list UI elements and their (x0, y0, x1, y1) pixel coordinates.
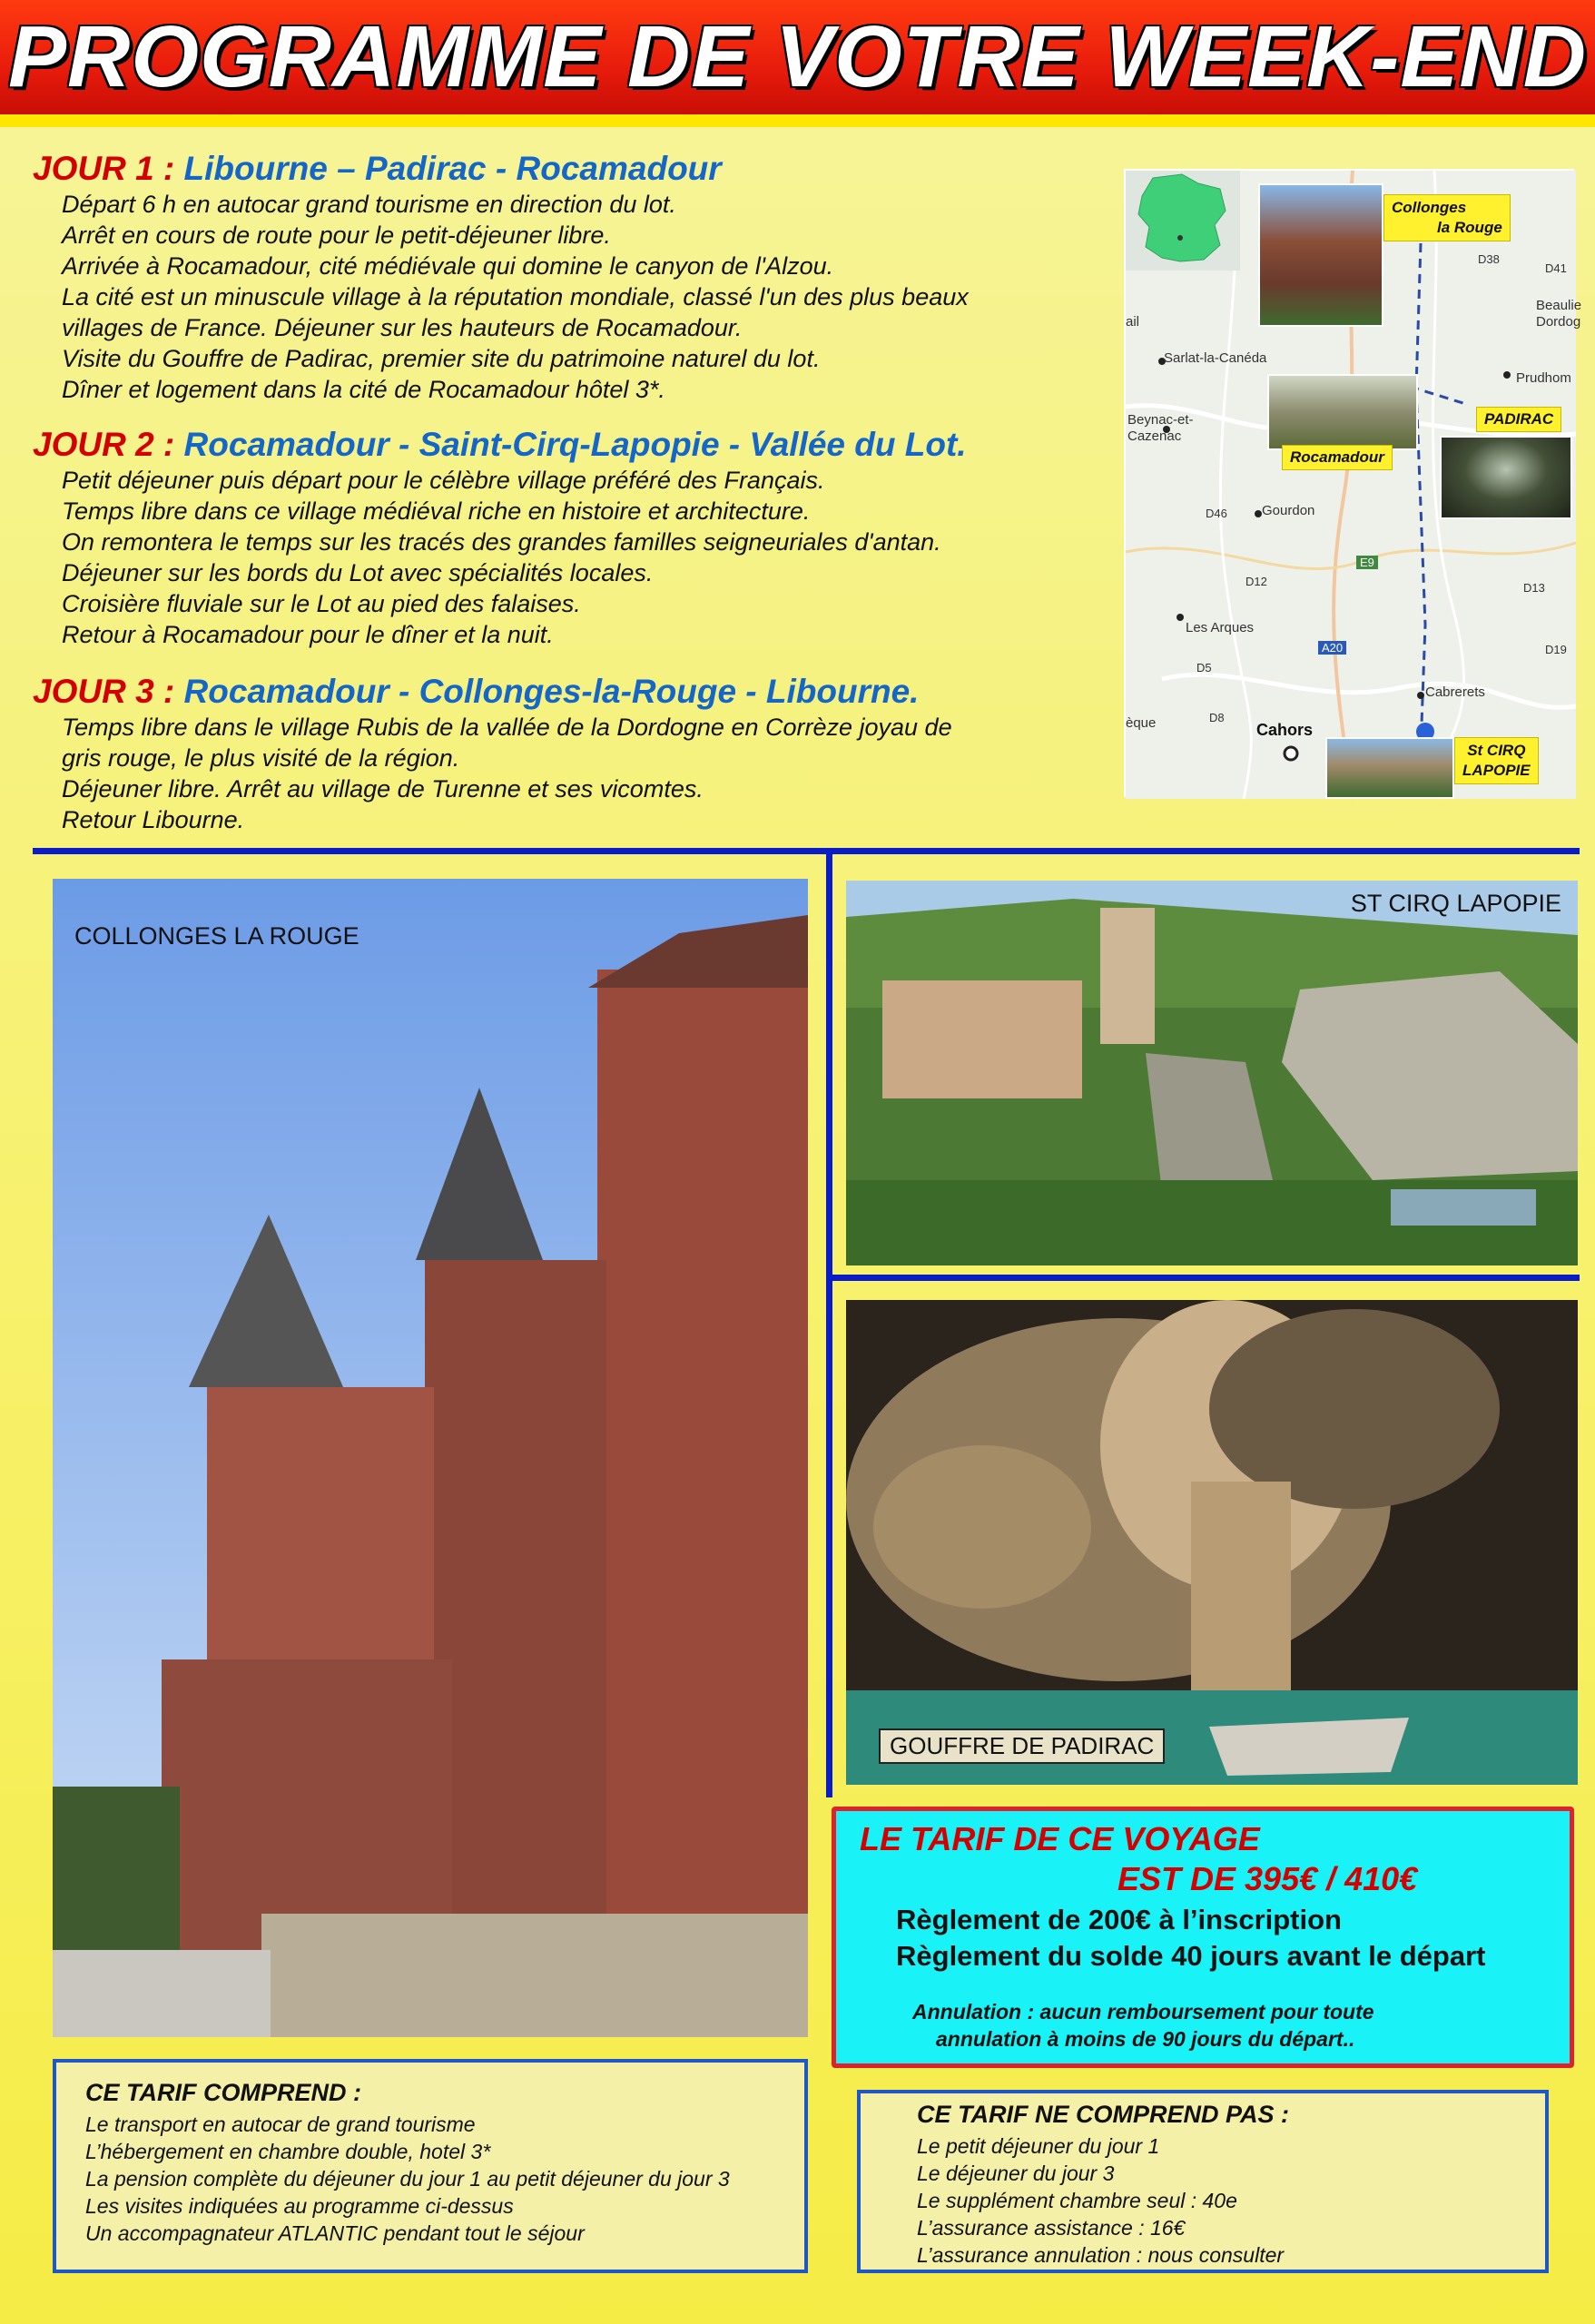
rocamadour-thumbnail (1267, 374, 1418, 450)
cancellation-note: annulation à moins de 90 jours du départ.. (936, 2027, 1355, 2051)
divider-line (826, 848, 832, 1797)
list-item: Un accompagnateur ATLANTIC pendant tout le séjour (85, 2221, 585, 2245)
map-tag-rocamadour: Rocamadour (1282, 445, 1393, 470)
photo-caption: COLLONGES LA ROUGE (74, 922, 359, 950)
page-title: PROGRAMME DE VOTRE WEEK-END (7, 8, 1588, 105)
map-place-label: Beaulie Dordog (1536, 298, 1582, 330)
list-item: Le petit déjeuner du jour 1 (917, 2134, 1160, 2158)
list-item: L’assurance assistance : 16€ (917, 2216, 1186, 2240)
price-title: LE TARIF DE CE VOYAGE (860, 1820, 1260, 1857)
day-2-section (33, 425, 1113, 650)
day-line: Petit déjeuner puis départ pour le célèbre village préféré des Français. (62, 467, 825, 494)
cancellation-note: Annulation : aucun remboursement pour toute (912, 2000, 1374, 2024)
day-line: Déjeuner libre. Arrêt au village de Turenne et ses vicomtes. (62, 775, 704, 803)
day-line: Retour à Rocamadour pour le dîner et la nuit. (62, 621, 554, 648)
map-road-label: D19 (1545, 643, 1567, 656)
day-line: Arrivée à Rocamadour, cité médiévale qui domine le canyon de l'Alzou. (62, 252, 834, 280)
map-tag-stcirq: St CIRQ LAPOPIE (1454, 737, 1539, 784)
day-3-section (33, 672, 1113, 835)
map-tag-padirac: PADIRAC (1476, 407, 1561, 432)
photo-caption: GOUFFRE DE PADIRAC (879, 1728, 1165, 1764)
map-place-label: Sarlat-la-Canéda (1164, 350, 1267, 366)
price-amount: EST DE 395€ / 410€ (1117, 1860, 1418, 1897)
day-line: Déjeuner sur les bords du Lot avec spécialités locales. (62, 559, 654, 586)
day-3-heading (33, 672, 1113, 712)
day-1-section (33, 149, 1113, 405)
divider-line (826, 1275, 1580, 1281)
day-number: JOUR 1 : (33, 150, 175, 187)
france-inset-map (1126, 171, 1240, 271)
map-place-label: Prudhom (1516, 370, 1571, 386)
stcirq-thumbnail (1325, 737, 1454, 799)
day-number: JOUR 2 : (33, 426, 175, 463)
day-line: On remontera le temps sur les tracés des grandes familles seigneuriales d'antan. (62, 528, 941, 556)
day-line: Départ 6 h en autocar grand tourisme en direction du lot. (62, 191, 676, 218)
padirac-thumbnail (1440, 436, 1572, 519)
map-road-label: D46 (1206, 507, 1227, 520)
day-line: Visite du Gouffre de Padirac, premier site du patrimoine naturel du lot. (62, 345, 821, 372)
day-route: Rocamadour - Collonges-la-Rouge - Libourne. (183, 673, 920, 710)
map-place-label: Gourdon (1262, 503, 1315, 518)
photo-caption: ST CIRQ LAPOPIE (1350, 890, 1561, 917)
route-map (1124, 169, 1582, 797)
day-line: villages de France. Déjeuner sur les hauteurs de Rocamadour. (62, 314, 743, 341)
payment-balance: Règlement du solde 40 jours avant le départ (896, 1940, 1486, 1972)
day-number: JOUR 3 : (33, 673, 175, 710)
list-item: Le supplément chambre seul : 40e (917, 2189, 1237, 2212)
map-place-label: Beynac-et- Cazenac (1127, 412, 1194, 444)
map-road-label: D41 (1545, 261, 1567, 275)
map-road-label: D13 (1523, 581, 1545, 595)
list-item: L’assurance annulation : nous consulter (917, 2243, 1285, 2267)
day-line: Croisière fluviale sur le Lot au pied des falaises. (62, 590, 581, 617)
divider-line (33, 848, 1580, 854)
map-place-label: èque (1126, 715, 1157, 731)
list-item: Le transport en autocar de grand tourisme (85, 2112, 476, 2136)
day-1-heading (33, 149, 1113, 189)
excludes-box (857, 2090, 1549, 2273)
day-line: Dîner et logement dans la cité de Rocamadour hôtel 3*. (62, 376, 665, 403)
map-place-label: Cabrerets (1425, 684, 1485, 700)
list-item: Le déjeuner du jour 3 (917, 2162, 1115, 2185)
excludes-title: CE TARIF NE COMPREND PAS : (917, 2101, 1290, 2128)
map-place-label: Cahors (1256, 721, 1314, 739)
list-item: La pension complète du déjeuner du jour 1 au petit déjeuner du jour 3 (85, 2167, 730, 2191)
day-line: La cité est un minuscule village à la réputation mondiale, classé l'un des plus beaux (62, 283, 969, 310)
day-line: Arrêt en cours de route pour le petit-déjeuner libre. (62, 222, 611, 249)
map-road-label: D8 (1209, 711, 1225, 724)
map-road-label: D5 (1196, 661, 1212, 675)
map-place-label: ail (1126, 314, 1140, 330)
map-road-label: D12 (1245, 575, 1267, 588)
day-route: Rocamadour - Saint-Cirq-Lapopie - Vallée du Lot. (183, 426, 967, 463)
payment-deposit: Règlement de 200€ à l’inscription (896, 1904, 1342, 1935)
stcirq-photo (846, 881, 1578, 1265)
map-tag-collonges: Collonges la Rouge (1383, 194, 1511, 241)
padirac-photo (846, 1300, 1578, 1785)
includes-title: CE TARIF COMPREND : (85, 2079, 361, 2106)
day-line: Retour Libourne. (62, 806, 245, 833)
list-item: L’hébergement en chambre double, hotel 3* (85, 2140, 491, 2163)
day-line: Temps libre dans le village Rubis de la vallée de la Dordogne en Corrèze joyau de (62, 714, 952, 741)
map-road-label: A20 (1318, 641, 1346, 655)
header-banner (0, 0, 1595, 127)
day-2-heading (33, 425, 1113, 465)
price-box (832, 1807, 1574, 2068)
includes-box (53, 2059, 808, 2273)
day-line: Temps libre dans ce village médiéval riche en histoire et architecture. (62, 497, 811, 525)
map-road-label: D38 (1478, 252, 1500, 266)
collonges-photo (53, 879, 808, 2037)
map-place-label: Les Arques (1186, 620, 1255, 635)
day-route: Libourne – Padirac - Rocamadour (183, 150, 722, 187)
map-road-label: E9 (1356, 556, 1378, 569)
day-line: gris rouge, le plus visité de la région. (62, 744, 460, 772)
list-item: Les visites indiquées au programme ci-dessus (85, 2194, 514, 2218)
collonges-thumbnail (1258, 183, 1383, 327)
